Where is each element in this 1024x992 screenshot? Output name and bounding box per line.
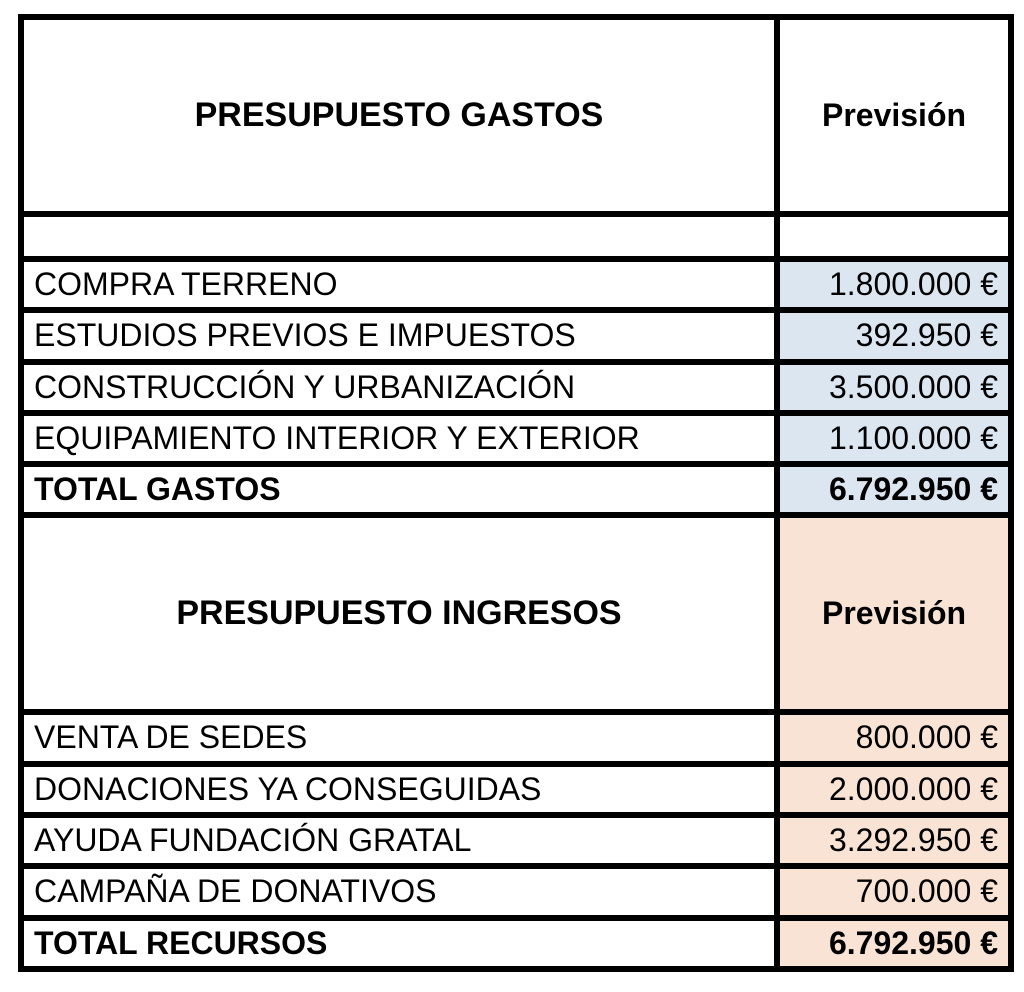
expense-value: 3.500.000 € bbox=[777, 362, 1011, 413]
expense-value: 1.800.000 € bbox=[777, 259, 1011, 310]
gastos-section-title: PRESUPUESTO GASTOS bbox=[21, 17, 777, 214]
income-label: DONACIONES YA CONSEGUIDAS bbox=[21, 764, 777, 815]
ingresos-prevision-header: Previsión bbox=[777, 515, 1011, 712]
table-row bbox=[21, 310, 1011, 361]
income-value: 800.000 € bbox=[777, 712, 1011, 763]
gastos-header-row bbox=[21, 17, 1011, 214]
income-value: 2.000.000 € bbox=[777, 764, 1011, 815]
income-value: 3.292.950 € bbox=[777, 815, 1011, 866]
total-recursos-label: TOTAL RECURSOS bbox=[21, 918, 777, 969]
spacer-row bbox=[21, 214, 1011, 259]
income-label: AYUDA FUNDACIÓN GRATAL bbox=[21, 815, 777, 866]
expense-label: EQUIPAMIENTO INTERIOR Y EXTERIOR bbox=[21, 413, 777, 464]
income-label: VENTA DE SEDES bbox=[21, 712, 777, 763]
total-gastos-value: 6.792.950 € bbox=[777, 464, 1011, 515]
gastos-prevision-header: Previsión bbox=[777, 17, 1011, 214]
budget-table bbox=[18, 14, 1014, 972]
income-value: 700.000 € bbox=[777, 866, 1011, 917]
table-row bbox=[21, 815, 1011, 866]
income-label: CAMPAÑA DE DONATIVOS bbox=[21, 866, 777, 917]
expense-value: 1.100.000 € bbox=[777, 413, 1011, 464]
table-row bbox=[21, 866, 1011, 917]
spacer-value-cell bbox=[777, 214, 1011, 259]
total-recursos-value: 6.792.950 € bbox=[777, 918, 1011, 969]
table-row bbox=[21, 259, 1011, 310]
total-gastos-label: TOTAL GASTOS bbox=[21, 464, 777, 515]
expense-label: ESTUDIOS PREVIOS E IMPUESTOS bbox=[21, 310, 777, 361]
expense-value: 392.950 € bbox=[777, 310, 1011, 361]
total-recursos-row bbox=[21, 918, 1011, 969]
total-gastos-row bbox=[21, 464, 1011, 515]
table-row bbox=[21, 712, 1011, 763]
spacer-label-cell bbox=[21, 214, 777, 259]
table-row bbox=[21, 362, 1011, 413]
table-row bbox=[21, 764, 1011, 815]
ingresos-section-title: PRESUPUESTO INGRESOS bbox=[21, 515, 777, 712]
expense-label: COMPRA TERRENO bbox=[21, 259, 777, 310]
expense-label: CONSTRUCCIÓN Y URBANIZACIÓN bbox=[21, 362, 777, 413]
ingresos-header-row bbox=[21, 515, 1011, 712]
table-row bbox=[21, 413, 1011, 464]
